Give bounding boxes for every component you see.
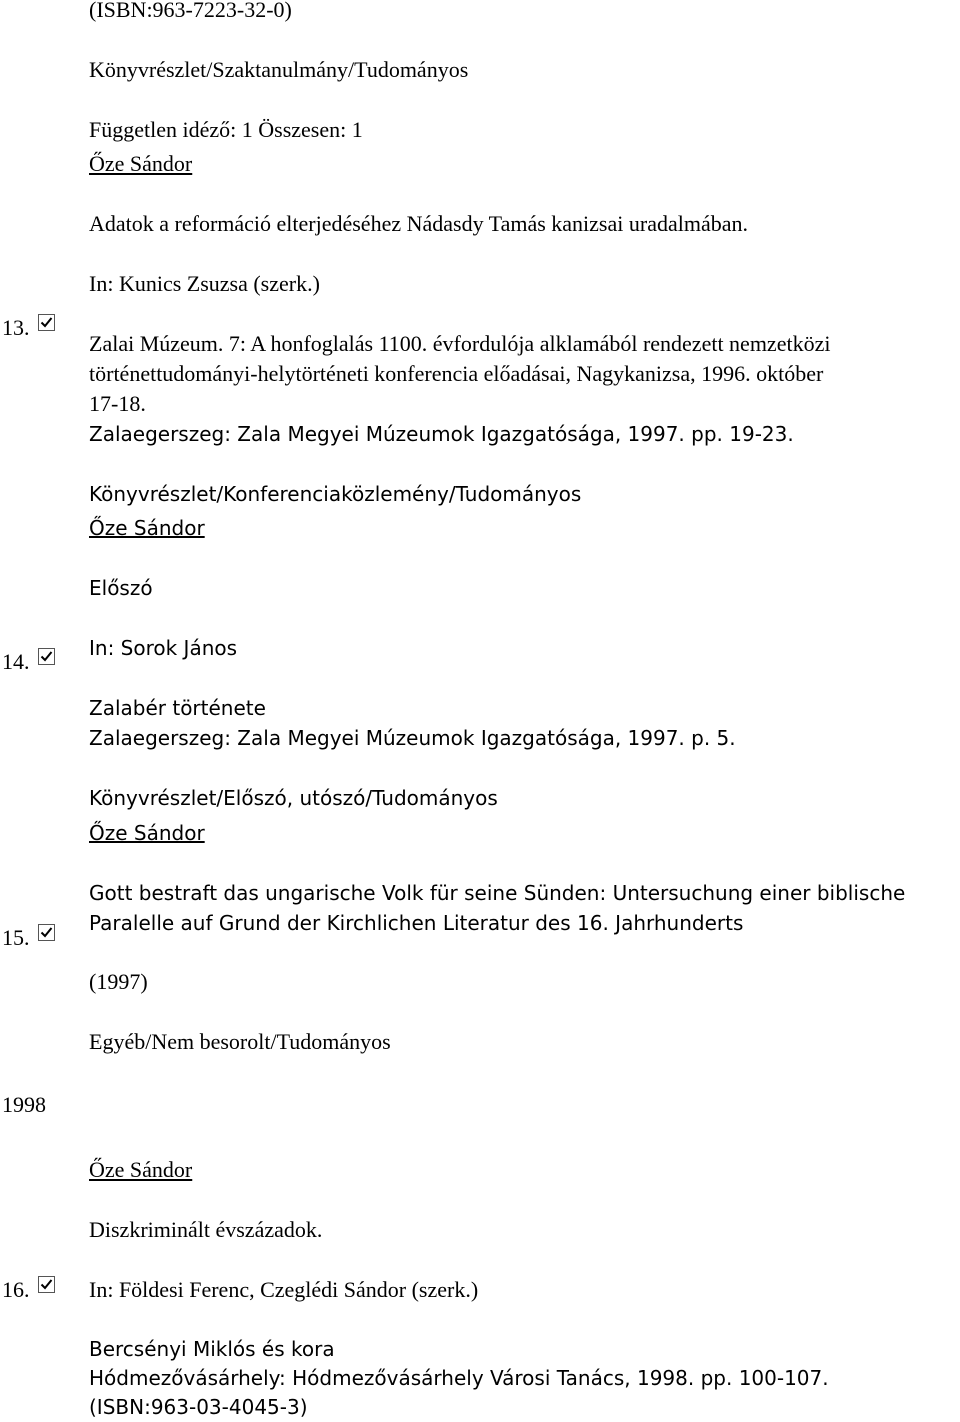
- checked-checkbox-icon[interactable]: [38, 1276, 55, 1293]
- book-title: Zalabér története: [89, 696, 266, 720]
- author-link[interactable]: Őze Sándor: [89, 1157, 193, 1182]
- publication-type: Könyvrészlet/Előszó, utószó/Tudományos: [89, 786, 498, 810]
- publisher-info: Zalaegerszeg: Zala Megyei Múzeumok Igazgatósága, 1997. pp. 19-23.: [89, 422, 794, 446]
- isbn-text: (ISBN:963-03-4045-3): [89, 1395, 308, 1419]
- author-link[interactable]: Őze Sándor: [89, 151, 193, 176]
- citation-count: Független idéző: 1 Összesen: 1: [89, 117, 363, 142]
- publication-title: Adatok a reformáció elterjedéséhez Nádasdy Tamás kanizsai uradalmában.: [89, 211, 748, 236]
- publication-type: Könyvrészlet/Konferenciaközlemény/Tudományos: [89, 482, 582, 506]
- publication-type: Könyvrészlet/Szaktanulmány/Tudományos: [89, 57, 469, 82]
- publisher-info: Hódmezővásárhely: Hódmezővásárhely Városi Tanács, 1998. pp. 100-107.: [89, 1366, 829, 1390]
- publisher-info: Zalaegerszeg: Zala Megyei Múzeumok Igazgatósága, 1997. p. 5.: [89, 726, 736, 750]
- editor-info: In: Kunics Zsuzsa (szerk.): [89, 271, 320, 296]
- entry-number-label: 13.: [2, 315, 30, 340]
- entry-number-14: [2, 647, 55, 677]
- source-line-3: 17-18.: [89, 391, 146, 416]
- publication-title-line-2: Paralelle auf Grund der Kirchlichen Literatur des 16. Jahrhunderts: [89, 911, 744, 935]
- book-title: Bercsényi Miklós és kora: [89, 1337, 335, 1361]
- checked-checkbox-icon[interactable]: [38, 924, 55, 941]
- author-link[interactable]: Őze Sándor: [89, 821, 205, 845]
- checked-checkbox-icon[interactable]: [38, 648, 55, 665]
- source-line-2: történettudományi-helytörténeti konferencia előadásai, Nagykanizsa, 1996. október: [89, 361, 824, 386]
- entry-number-label: 15.: [2, 925, 30, 950]
- author-link[interactable]: Őze Sándor: [89, 516, 205, 540]
- entry-number-13: [2, 313, 55, 343]
- year-heading: 1998: [2, 1092, 46, 1117]
- editor-info: In: Sorok János: [89, 636, 238, 660]
- entry-number-15: [2, 923, 55, 953]
- publication-title: Előszó: [89, 576, 153, 600]
- isbn-text: (ISBN:963-7223-32-0): [89, 0, 292, 22]
- publication-title-line-1: Gott bestraft das ungarische Volk für seine Sünden: Untersuchung einer biblische: [89, 881, 906, 905]
- entry-number-label: 14.: [2, 649, 30, 674]
- source-line-1: Zalai Múzeum. 7: A honfoglalás 1100. évfordulója alklamából rendezett nemzetközi: [89, 331, 831, 356]
- publication-year: (1997): [89, 969, 148, 994]
- editor-info: In: Földesi Ferenc, Czeglédi Sándor (szerk.): [89, 1277, 479, 1302]
- entry-number-16: [2, 1275, 55, 1305]
- checked-checkbox-icon[interactable]: [38, 314, 55, 331]
- publication-type: Egyéb/Nem besorolt/Tudományos: [89, 1029, 391, 1054]
- entry-number-label: 16.: [2, 1277, 30, 1302]
- publication-title: Diszkriminált évszázadok.: [89, 1217, 323, 1242]
